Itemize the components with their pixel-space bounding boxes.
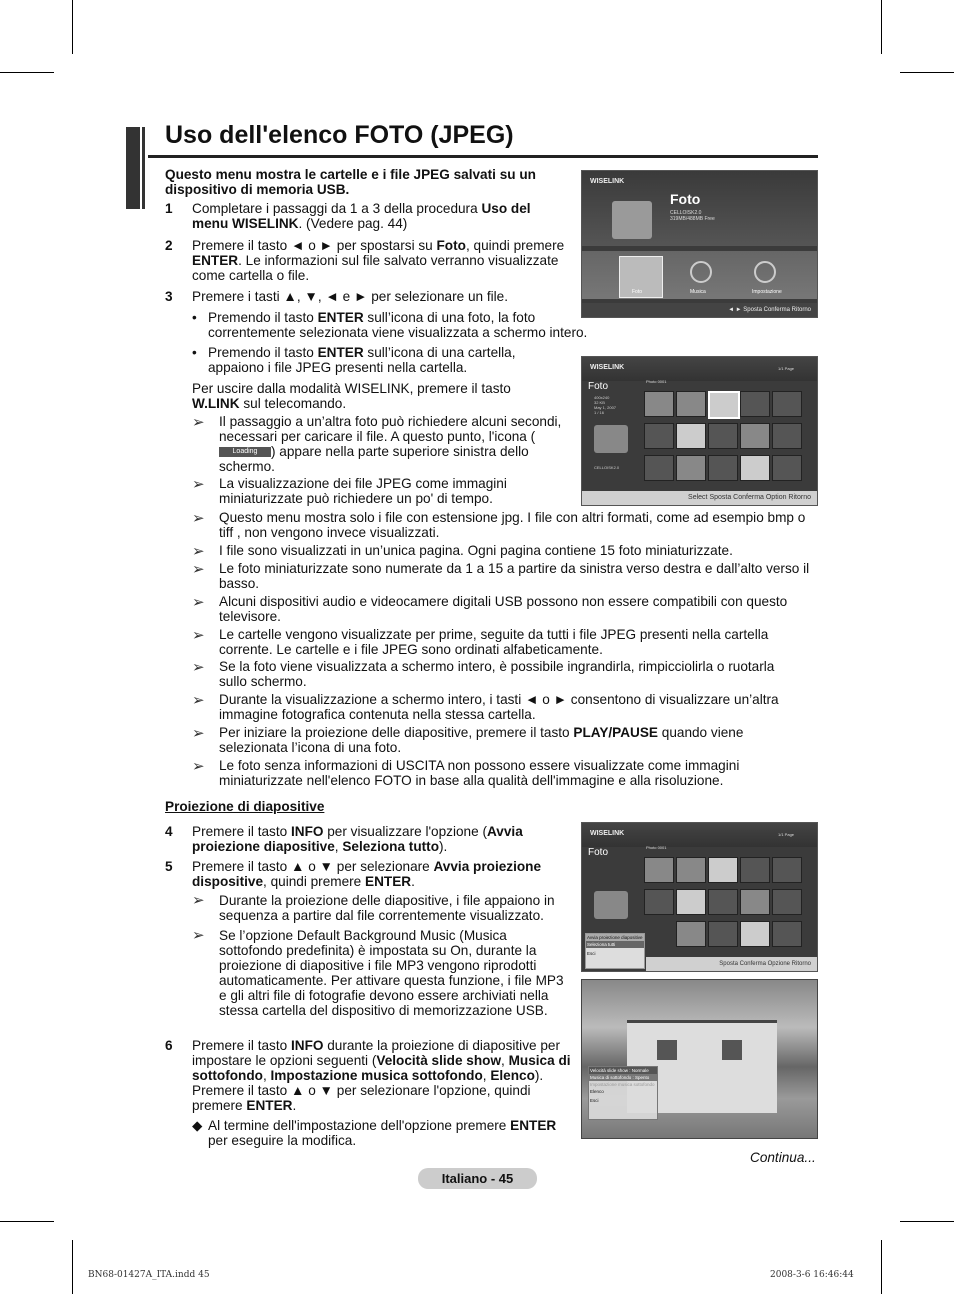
note-text: Durante la proiezione delle diapositive, i file appaiono in sequenza a partire dal file correntemente visualizzato. bbox=[219, 893, 555, 923]
crop-mark bbox=[881, 0, 882, 54]
thumbnail bbox=[644, 391, 674, 417]
thumbnail bbox=[708, 889, 738, 915]
thumbnail bbox=[740, 455, 770, 481]
crop-mark bbox=[72, 1240, 73, 1294]
note-arrow-icon: ➢ bbox=[192, 510, 205, 527]
window-shape bbox=[657, 1040, 677, 1060]
screenshot-slideshow-menu bbox=[581, 822, 818, 972]
crop-mark bbox=[0, 1221, 54, 1222]
note-text: Alcuni dispositivi audio e videocamere digitali USB possono non essere compatibili con questo televisore. bbox=[219, 594, 788, 624]
bullet-dot: • bbox=[192, 310, 197, 325]
step-5-text: Premere il tasto ▲ o ▼ per selezionare Avvia proiezione dispositive, quindi premere ENTER. bbox=[192, 859, 542, 889]
note-arrow-icon: ➢ bbox=[192, 659, 205, 676]
headphone-icon bbox=[690, 261, 712, 283]
thumbnail bbox=[740, 889, 770, 915]
screenshot-photo-list bbox=[581, 356, 818, 506]
wiselink-logo: WISELINK bbox=[590, 830, 625, 837]
thumbnail bbox=[708, 423, 738, 449]
crop-mark bbox=[900, 1221, 954, 1222]
step-number: 5 bbox=[165, 859, 173, 874]
note-text: Se la foto viene visualizzata a schermo intero, è possibile ingrandirla, rimpicciolirla o ruotarla sullo schermo. bbox=[219, 659, 775, 689]
camera-icon bbox=[594, 891, 628, 919]
screen-footer: Sposta Conferma Opzione Ritorno bbox=[646, 957, 817, 971]
step-3-text: Premere i tasti ▲, ▼, ◄ e ► per selezionare un file. bbox=[192, 289, 508, 304]
menu-item[interactable]: Elenco bbox=[590, 1089, 604, 1094]
note-arrow-icon: ➢ bbox=[192, 758, 205, 775]
thumbnail bbox=[676, 391, 706, 417]
thumbnail bbox=[676, 423, 706, 449]
thumbnail bbox=[740, 391, 770, 417]
intro-text: Questo menu mostra le cartelle e i file JPEG salvati su un dispositivo di memoria USB. bbox=[165, 167, 536, 197]
screen-title: Foto bbox=[588, 847, 609, 858]
window-shape bbox=[722, 1040, 742, 1060]
thumbnail bbox=[644, 423, 674, 449]
exit-label[interactable]: Esci bbox=[587, 951, 596, 956]
note-text: Le foto miniaturizzate sono numerate da 1 a 15 a partire da sinistra verso destra e dall’alto verso il basso. bbox=[219, 561, 810, 591]
title-rule bbox=[148, 155, 818, 158]
thumbnail bbox=[772, 423, 802, 449]
folder-path: Photo 0001 bbox=[646, 845, 667, 850]
tile-label: Foto bbox=[632, 289, 643, 295]
thumbnail bbox=[676, 921, 706, 947]
bullet-2-text: Premendo il tasto ENTER sull’icona di una cartella, appaiono i file JPEG presenti nella cartella. bbox=[208, 345, 516, 375]
note-arrow-icon: ➢ bbox=[192, 414, 205, 431]
note-arrow-icon: ➢ bbox=[192, 927, 205, 944]
menu-item[interactable]: Musica di sottofondo : Spento bbox=[589, 1074, 657, 1081]
thumbnail bbox=[740, 921, 770, 947]
note-text: Il passaggio a un’altra foto può richiedere alcuni secondi, necessari per caricare il file. A questo punto, l'icona (Loading ) appare nella parte superiore sinistra dello schermo. bbox=[219, 414, 562, 474]
device-free: 319MB/488MB Free bbox=[670, 216, 715, 222]
thumbnail bbox=[644, 889, 674, 915]
step-number: 6 bbox=[165, 1038, 173, 1053]
tile-label: Impostazione bbox=[752, 289, 782, 295]
step-4-text: Premere il tasto INFO per visualizzare l'opzione (Avvia proiezione diapositive, Seleziona tutto). bbox=[192, 824, 523, 854]
note-arrow-icon: ➢ bbox=[192, 476, 205, 493]
continue-text: Continua... bbox=[750, 1150, 816, 1165]
note-arrow-icon: ➢ bbox=[192, 692, 205, 709]
chapter-bar bbox=[126, 127, 142, 209]
step-number: 1 bbox=[165, 201, 173, 216]
diamond-icon: ◆ bbox=[192, 1118, 203, 1133]
print-date: 2008-3-6 16:46:44 bbox=[770, 1270, 854, 1280]
crop-mark bbox=[0, 72, 54, 73]
step-number: 3 bbox=[165, 289, 173, 304]
note-text: Le foto senza informazioni di USCITA non possono essere visualizzate come immagini miniaturizzate nell'elenco FOTO in base alla qualità dell'immagine e alla risoluzione. bbox=[219, 758, 740, 788]
thumbnail bbox=[708, 391, 740, 419]
thumbnail bbox=[676, 857, 706, 883]
wiselink-logo: WISELINK bbox=[590, 178, 625, 185]
device-name: CELLOISK2.0 bbox=[670, 210, 702, 216]
note-text: I file sono visualizzati in un’unica pagina. Ogni pagina contiene 15 foto miniaturizzate. bbox=[219, 543, 733, 558]
thumbnail bbox=[676, 889, 706, 915]
bullet-1-text: Premendo il tasto ENTER sull’icona di una foto, la foto correntemente selezionata viene visualizzata a schermo intero. bbox=[208, 310, 588, 340]
step-number: 4 bbox=[165, 824, 173, 839]
print-file: BN68-01427A_ITA.indd 45 bbox=[88, 1270, 210, 1280]
menu-item[interactable]: Seleziona tutti bbox=[586, 941, 644, 948]
camera-icon bbox=[612, 201, 652, 239]
thumbnail bbox=[708, 921, 738, 947]
screen-title: Foto bbox=[670, 191, 701, 207]
section-heading: Proiezione di diapositive bbox=[165, 799, 325, 814]
menu-item[interactable]: Avvia proiezione diapositive bbox=[587, 935, 643, 940]
page-indicator: 1/1 Page bbox=[778, 366, 795, 371]
crop-mark bbox=[72, 0, 73, 54]
thumbnail bbox=[772, 857, 802, 883]
thumbnail bbox=[644, 857, 674, 883]
thumbnail bbox=[644, 455, 674, 481]
step-1-text: Completare i passaggi da 1 a 3 della procedura Uso del menu WISELINK. (Vedere pag. 44) bbox=[192, 201, 531, 231]
note-arrow-icon: ➢ bbox=[192, 543, 205, 560]
file-info: 400x240 32 KB May 1, 2007 1 / 16 bbox=[594, 395, 617, 415]
thumbnail bbox=[772, 455, 802, 481]
note-arrow-icon: ➢ bbox=[192, 725, 205, 742]
screen-title: Foto bbox=[588, 381, 609, 392]
loading-icon: Loading bbox=[219, 447, 271, 457]
folder-path: Photo 0001 bbox=[646, 379, 667, 384]
note-text: Se l’opzione Default Background Music (Musica sottofondo predefinita) è impostata su On, durante la proiezione di diapositive i file MP3 vengono riprodotti automaticamente. Per attivare questa funzione, i file MP3 e gli altri file di fotografie devono essere archiviati nella stessa cartella del dispositivo di memorizzazione USB. bbox=[219, 928, 564, 1018]
note-arrow-icon: ➢ bbox=[192, 892, 205, 909]
screen-footer: Select Sposta Conferma Option Ritorno bbox=[582, 491, 817, 505]
camera-icon bbox=[594, 425, 628, 453]
bullet-dot: • bbox=[192, 345, 197, 360]
note-arrow-icon: ➢ bbox=[192, 594, 205, 611]
page-title: Uso dell'elenco FOTO (JPEG) bbox=[165, 121, 514, 149]
menu-item[interactable]: Impostazione musica sottofondo bbox=[590, 1082, 655, 1087]
slideshow-options-popup bbox=[588, 1066, 658, 1120]
note-text: Durante la visualizzazione a schermo intero, i tasti ◄ o ► consentono di visualizzare un’altra immagine fotografica contenuta nella stessa cartella. bbox=[219, 692, 779, 722]
slideshow-photo bbox=[581, 979, 818, 1139]
note-arrow-icon: ➢ bbox=[192, 561, 205, 578]
thumbnail bbox=[740, 423, 770, 449]
step-6-text: Premere il tasto INFO durante la proiezione di diapositive per impostare le opzioni seguenti (Velocità slide show, Musica di sottofondo, Impostazione musica sottofondo, Elenco). Premere il tasto ▲ o ▼ per selezionare l'opzione, quindi premere ENTER. bbox=[192, 1038, 571, 1113]
wiselink-logo: WISELINK bbox=[590, 364, 625, 371]
option-popup bbox=[585, 933, 645, 969]
exit-label[interactable]: Esci bbox=[590, 1098, 599, 1103]
page-indicator: 1/1 Page bbox=[778, 832, 795, 837]
thumbnail bbox=[708, 857, 738, 883]
tile-label: Musica bbox=[690, 289, 706, 295]
screen-footer: ◄ ► Sposta Conferma Ritorno bbox=[582, 303, 817, 317]
crop-mark bbox=[881, 1240, 882, 1294]
note-text: Questo menu mostra solo i file con estensione jpg. I file con altri formati, come ad esempio bmp o tiff , non vengono invece visualizzati. bbox=[219, 510, 806, 540]
crop-mark bbox=[900, 72, 954, 73]
page-number-badge: Italiano - 45 bbox=[418, 1168, 537, 1189]
device-name: CELLOISK2.0 bbox=[594, 465, 620, 470]
diamond-text: Al termine dell'impostazione dell'opzione premere ENTER per eseguire la modifica. bbox=[208, 1118, 557, 1148]
exit-text: Per uscire dalla modalità WISELINK, premere il tasto W.LINK sul telecomando. bbox=[192, 381, 511, 411]
thumbnail bbox=[708, 455, 738, 481]
menu-item[interactable]: Velocità slide show : Normale bbox=[589, 1067, 657, 1074]
note-text: La visualizzazione dei file JPEG come immagini miniaturizzate può richiedere un po' di tempo. bbox=[219, 476, 507, 506]
note-arrow-icon: ➢ bbox=[192, 627, 205, 644]
thumbnail bbox=[772, 391, 802, 417]
note-text: Le cartelle vengono visualizzate per prime, seguite da tutti i file JPEG presenti nella cartella corrente. Le cartelle e i file JPEG sono ordinati alfabeticamente. bbox=[219, 627, 769, 657]
thumbnail bbox=[772, 921, 802, 947]
thumbnail bbox=[740, 857, 770, 883]
gear-icon bbox=[754, 261, 776, 283]
thumbnail bbox=[676, 455, 706, 481]
step-number: 2 bbox=[165, 238, 173, 253]
note-text: Per iniziare la proiezione delle diapositive, premere il tasto PLAY/PAUSE quando viene selezionata l’icona di una foto. bbox=[219, 725, 744, 755]
step-2-text: Premere il tasto ◄ o ► per spostarsi su Foto, quindi premere ENTER. Le informazioni sul file salvato verranno visualizzate come cartella o file. bbox=[192, 238, 565, 283]
screenshot-wiselink-home bbox=[581, 170, 818, 318]
thumbnail bbox=[772, 889, 802, 915]
